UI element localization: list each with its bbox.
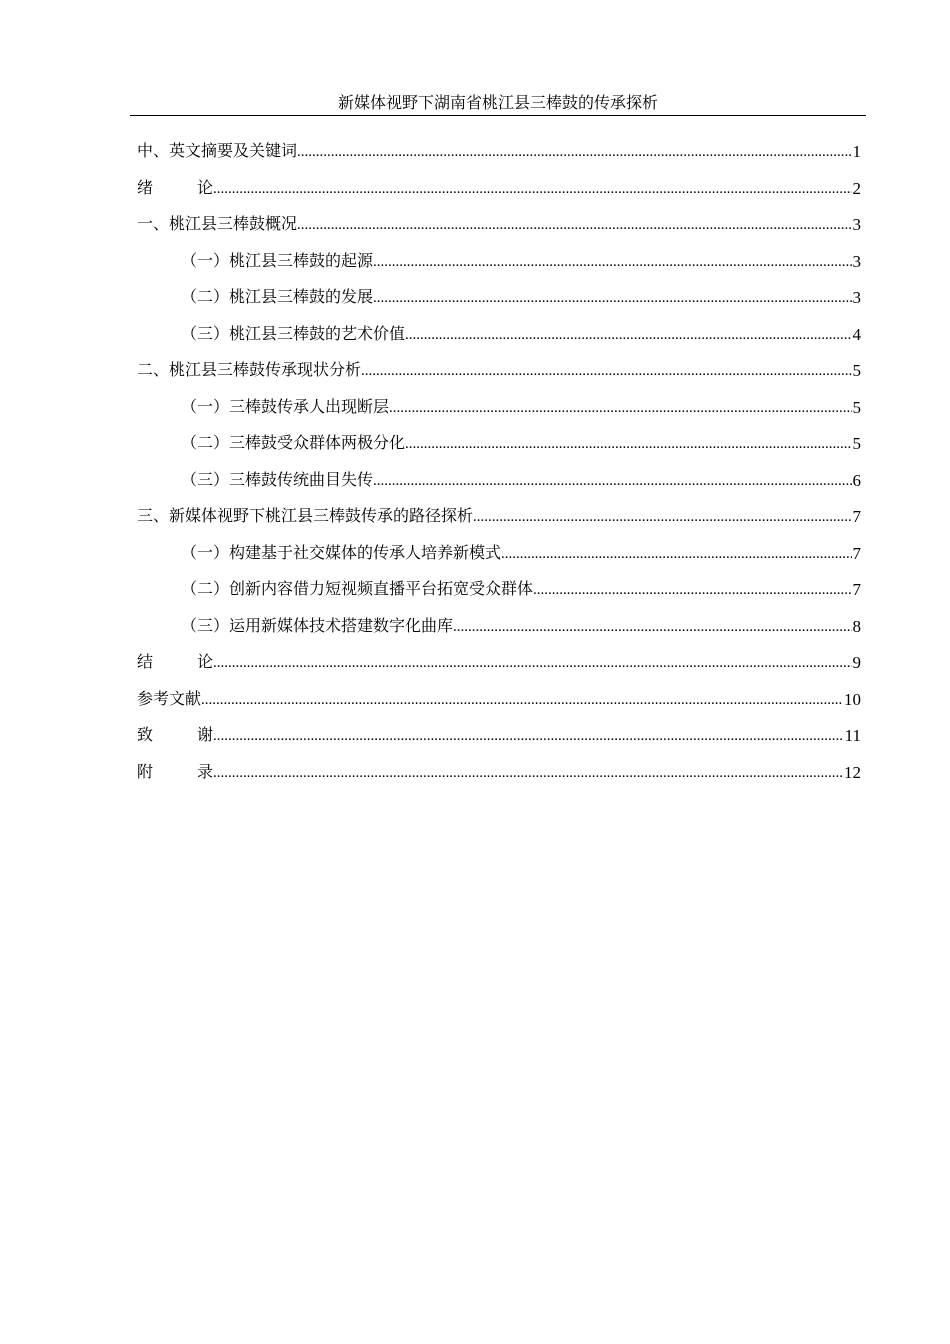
toc-leader-dots [453, 616, 851, 638]
toc-entry-page: 12 [844, 762, 861, 782]
toc-entry-label-char: 致 [137, 725, 154, 744]
toc-entry-page: 7 [852, 507, 861, 526]
toc-entry-label-char: 谢 [196, 725, 213, 744]
toc-entry-label: 一、桃江县三棒鼓概况 [137, 214, 298, 233]
toc-leader-dots [473, 506, 851, 528]
toc-entry-introduction[interactable] [137, 177, 861, 214]
toc-leader-dots [405, 324, 851, 346]
toc-entry-section-1-3[interactable] [137, 323, 861, 360]
toc-leader-dots [361, 360, 851, 382]
toc-entry-chapter-2[interactable] [137, 359, 861, 396]
toc-entry-page: 7 [852, 543, 861, 563]
toc-leader-dots [297, 141, 851, 163]
toc-leader-dots [213, 762, 843, 784]
toc-entry-label: （二）桃江县三棒鼓的发展 [181, 287, 374, 306]
toc-leader-dots [373, 287, 851, 309]
toc-entry-label: （三）桃江县三棒鼓的艺术价值 [181, 323, 406, 343]
toc-entry-label: 三、新媒体视野下桃江县三棒鼓传承的路径探析 [137, 506, 474, 525]
toc-entry-section-2-3[interactable] [137, 469, 861, 506]
toc-entry-label: 二、桃江县三棒鼓传承现状分析 [137, 360, 362, 379]
toc-entry-page: 6 [852, 470, 861, 490]
toc-entry-page: 3 [852, 215, 861, 234]
toc-entry-label: （一）桃江县三棒鼓的起源 [181, 250, 374, 270]
table-of-contents [137, 140, 861, 797]
toc-entry-label: （三）运用新媒体技术搭建数字化曲库 [181, 615, 454, 635]
toc-entry-label: 参考文献 [137, 688, 202, 708]
toc-leader-dots [389, 397, 851, 419]
toc-leader-dots [533, 579, 851, 601]
page-header: 新媒体视野下湖南省桃江县三棒鼓的传承探析 [130, 92, 866, 116]
toc-leader-dots [373, 251, 851, 273]
toc-entry-page: 1 [852, 142, 861, 161]
toc-entry-label-char: 论 [196, 652, 213, 671]
toc-entry-references[interactable] [137, 688, 861, 725]
toc-entry-label-char: 绪 [137, 177, 154, 197]
toc-entry-label [137, 761, 213, 783]
toc-entry-page: 4 [852, 324, 861, 344]
toc-entry-label: （三）三棒鼓传统曲目失传 [181, 469, 374, 489]
toc-entry-section-3-3[interactable] [137, 615, 861, 652]
toc-entry-chapter-1[interactable] [137, 213, 861, 250]
toc-entry-appendix[interactable] [137, 761, 861, 798]
toc-entry-page: 5 [852, 434, 861, 453]
toc-entry-label: （一）三棒鼓传承人出现断层 [181, 396, 390, 416]
toc-entry-abstract[interactable] [137, 140, 861, 177]
toc-entry-page: 8 [852, 616, 861, 636]
toc-leader-dots [405, 433, 851, 455]
toc-leader-dots [201, 689, 843, 711]
toc-entry-label: （二）创新内容借力短视频直播平台拓宽受众群体 [181, 579, 534, 598]
toc-entry-section-3-2[interactable] [137, 578, 861, 615]
toc-entry-page: 11 [844, 726, 861, 745]
toc-entry-label [137, 724, 213, 746]
toc-entry-page: 9 [852, 653, 861, 672]
toc-entry-label-char: 附 [137, 761, 154, 781]
toc-entry-label: （一）构建基于社交媒体的传承人培养新模式 [181, 542, 502, 562]
toc-leader-dots [297, 214, 851, 236]
toc-leader-dots [373, 470, 851, 492]
toc-entry-page: 2 [852, 178, 861, 198]
toc-leader-dots [213, 652, 852, 674]
toc-entry-label [137, 177, 213, 199]
toc-entry-section-2-2[interactable] [137, 432, 861, 469]
toc-entry-page: 10 [844, 689, 861, 709]
toc-entry-label-char: 录 [196, 761, 213, 781]
toc-entry-section-1-1[interactable] [137, 250, 861, 287]
toc-entry-label-char: 论 [196, 177, 213, 197]
toc-entry-chapter-3[interactable] [137, 505, 861, 542]
toc-leader-dots [213, 178, 852, 200]
toc-leader-dots [213, 725, 844, 747]
toc-entry-page: 5 [852, 361, 861, 380]
toc-entry-page: 3 [852, 251, 861, 271]
toc-entry-label: （二）三棒鼓受众群体两极分化 [181, 433, 406, 452]
toc-entry-section-1-2[interactable] [137, 286, 861, 323]
toc-entry-section-2-1[interactable] [137, 396, 861, 433]
toc-entry-label [137, 651, 213, 673]
toc-entry-section-3-1[interactable] [137, 542, 861, 579]
toc-entry-label: 中、英文摘要及关键词 [137, 141, 298, 160]
toc-entry-page: 5 [852, 397, 861, 417]
toc-leader-dots [501, 543, 851, 565]
toc-entry-acknowledgements[interactable] [137, 724, 861, 761]
toc-entry-page: 7 [852, 580, 861, 599]
toc-entry-label-char: 结 [137, 652, 154, 671]
toc-entry-page: 3 [852, 288, 861, 307]
toc-entry-conclusion[interactable] [137, 651, 861, 688]
